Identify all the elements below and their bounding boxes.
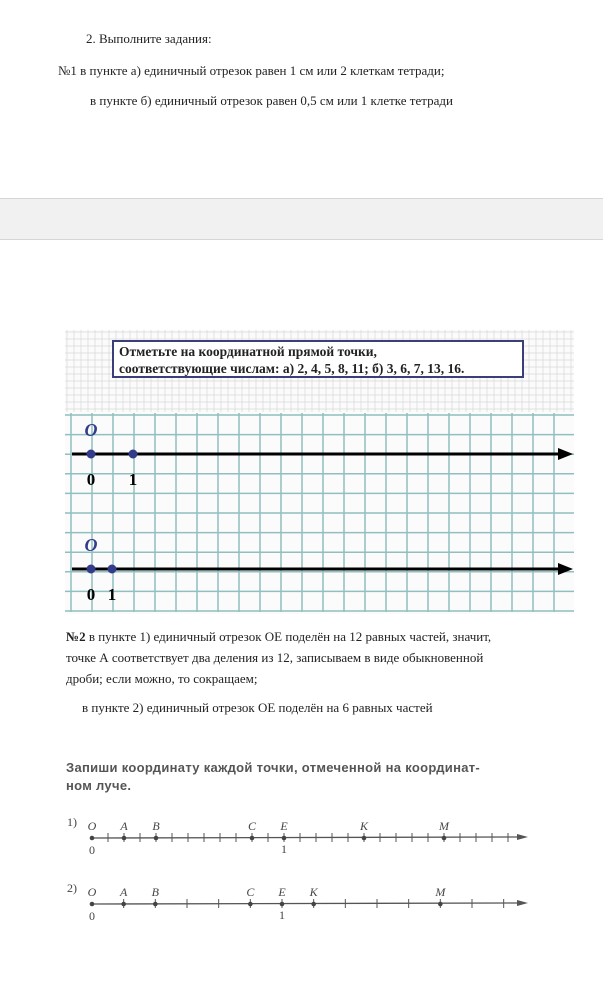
task2-text: в пункте 1) единичный отрезок ОЕ поделён на 12 равных частей, значит, bbox=[85, 629, 492, 644]
worksheet2-instruction-line2: ном луче. bbox=[66, 778, 132, 793]
instruction-line: соответствующие числам: а) 2, 4, 5, 8, 11; б) 3, 6, 7, 13, 16. bbox=[119, 361, 465, 376]
ray-arrow bbox=[517, 900, 528, 906]
zero-label: 0 bbox=[86, 585, 96, 604]
ray-point-C bbox=[250, 836, 255, 841]
point-label-A: A bbox=[120, 819, 128, 833]
point-label-O: O bbox=[87, 819, 97, 833]
origin-label: O bbox=[84, 535, 98, 555]
one-label: 1 bbox=[107, 585, 117, 604]
point-label-E: E bbox=[280, 819, 288, 833]
zero-label: 0 bbox=[89, 909, 95, 923]
task-heading: 2. Выполните задания: bbox=[86, 31, 212, 46]
task1-part-a: №1 в пункте а) единичный отрезок равен 1 см или 2 клеткам тетради; bbox=[58, 63, 445, 78]
ray-point-E bbox=[280, 902, 285, 907]
ray-point-E bbox=[282, 836, 287, 841]
ray-point-O bbox=[90, 836, 95, 841]
task2-line4: в пункте 2) единичный отрезок ОЕ поделён на 6 равных частей bbox=[82, 700, 433, 715]
point-label-O: O bbox=[87, 885, 97, 899]
point-label-C: C bbox=[246, 885, 255, 899]
ray-point-K bbox=[311, 902, 316, 907]
ray-point-M bbox=[442, 836, 447, 841]
ray-point-B bbox=[154, 836, 159, 841]
ray-number: 1) bbox=[67, 815, 77, 829]
task2-line3: дроби; если можно, то сокращаем; bbox=[66, 671, 258, 686]
ray-point-C bbox=[248, 902, 253, 907]
point-label-K: K bbox=[359, 819, 369, 833]
ray-point-M bbox=[438, 902, 443, 907]
point-label-A: A bbox=[119, 885, 128, 899]
ray-number: 2) bbox=[67, 881, 77, 895]
task2-line2: точке А соответствует два деления из 12, записываем в виде обыкновенной bbox=[66, 650, 484, 665]
zero-label: 0 bbox=[89, 843, 95, 857]
origin-label: O bbox=[84, 420, 98, 440]
ray-point-K bbox=[362, 836, 367, 841]
task1-part-b: в пункте б) единичный отрезок равен 0,5 см или 1 клетке тетради bbox=[90, 93, 453, 108]
instruction-line: Отметьте на координатной прямой точки, bbox=[119, 344, 377, 359]
point-label-E: E bbox=[278, 885, 286, 899]
point-label-B: B bbox=[152, 819, 160, 833]
ray-point-A bbox=[122, 836, 127, 841]
one-label: 1 bbox=[279, 908, 285, 922]
point-label-M: M bbox=[439, 819, 449, 833]
ray-point-A bbox=[121, 902, 126, 907]
zero-label: 0 bbox=[86, 470, 96, 489]
ray-arrow bbox=[517, 834, 528, 840]
point-label-B: B bbox=[151, 885, 160, 899]
task2-number: №2 bbox=[66, 629, 86, 644]
ray-point-B bbox=[153, 902, 158, 907]
point-label-K: K bbox=[309, 885, 318, 899]
ray-point-O bbox=[90, 902, 95, 907]
worksheet2-instruction-line1: Запиши координату каждой точки, отмеченной на координат- bbox=[66, 760, 481, 775]
point-label-C: C bbox=[247, 819, 257, 833]
one-label: 1 bbox=[128, 470, 138, 489]
point-label-M: M bbox=[435, 885, 446, 899]
one-label: 1 bbox=[281, 842, 287, 856]
